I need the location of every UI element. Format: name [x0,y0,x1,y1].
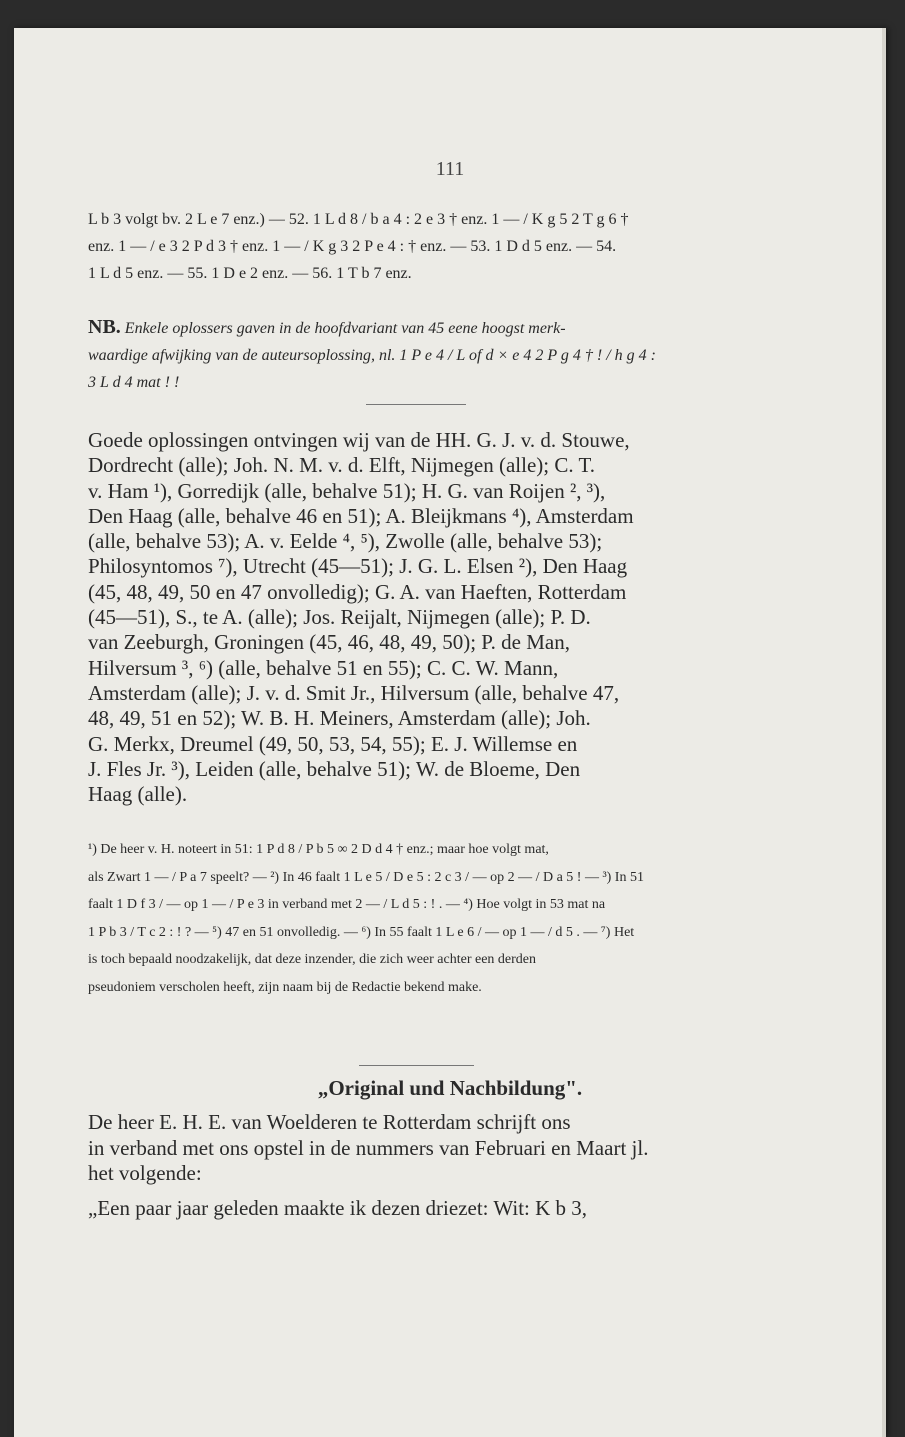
solution-line: 1 L d 5 enz. — 55. 1 D e 2 enz. — 56. 1 T b 7 enz. [88,265,412,282]
solvers-line: Philosyntomos ⁷), Utrecht (45—51); J. G. L. Elsen ²), Den Haag [88,554,628,579]
intro-line: het volgende: [88,1161,202,1185]
footnote-line: is toch bepaald noodzakelijk, dat deze inzender, die zich weer achter een derden [88,952,536,967]
solvers-line: Goede oplossingen ontvingen wij van de HH. G. J. v. d. Stouwe, [88,428,630,452]
divider [366,404,466,405]
solution-line: L b 3 volgt bv. 2 L e 7 enz.) — 52. 1 L d 8 / b a 4 : 2 e 3 † enz. 1 — / K g 5 2 T g 6 † [88,211,629,228]
section-intro [88,1110,758,1221]
nb-label: NB. [88,316,121,338]
solvers-line: (alle, behalve 53); A. v. Eelde ⁴, ⁵), Zwolle (alle, behalve 53); [88,529,603,554]
footnote-line: 1 P b 3 / T c 2 : ! ? — ⁵) 47 en 51 onvolledig. — ⁶) In 55 faalt 1 L e 6 / — op 1 — / d 5 . — ⁷) Het [88,924,635,940]
solvers-line: Haag (alle). [88,782,188,807]
footnote-line: ¹) De heer v. H. noteert in 51: 1 P d 8 / P b 5 ∞ 2 D d 4 † enz.; maar hoe volgt mat, [88,842,549,857]
nb-line: 3 L d 4 mat ! ! [88,374,180,391]
footnote-line: pseudoniem verscholen heeft, zijn naam bij de Redactie bekend make. [88,979,482,995]
intro-line: De heer E. H. E. van Woelderen te Rotterdam schrijft ons [88,1110,571,1134]
solvers-line: G. Merkx, Dreumel (49, 50, 53, 54, 55); E. J. Willemse en [88,731,578,756]
nb-remark [88,314,758,396]
divider [359,1065,474,1066]
solvers-line: van Zeeburgh, Groningen (45, 46, 48, 49, 50); P. de Man, [88,630,570,655]
solvers-line: (45, 48, 49, 50 en 47 onvolledig); G. A. van Haeften, Rotterdam [88,579,627,604]
intro-line: in verband met ons opstel in de nummers van Februari en Maart jl. [88,1135,649,1160]
solution-line: enz. 1 — / e 3 2 P d 3 † enz. 1 — / K g 3 2 P e 4 : † enz. — 53. 1 D d 5 enz. — 54. [88,238,617,255]
solvers-line: v. Ham ¹), Gorredijk (alle, behalve 51); H. G. van Roijen ², ³), [88,478,606,503]
footnotes [88,836,758,1001]
nb-line: waardige afwijking van de auteursoplossing, nl. 1 P e 4 / L of d × e 4 2 P g 4 † ! / h g 4 : [88,347,656,364]
solvers-line: J. Fles Jr. ³), Leiden (alle, behalve 51); W. de Bloeme, Den [88,756,581,781]
solvers-paragraph [88,428,758,807]
solvers-line: Den Haag (alle, behalve 46 en 51); A. Bleijkmans ⁴), Amsterdam [88,503,634,528]
solvers-line: 48, 49, 51 en 52); W. B. H. Meiners, Amsterdam (alle); Joh. [88,706,591,731]
solvers-line: Dordrecht (alle); Joh. N. M. v. d. Elft, Nijmegen (alle); C. T. [88,453,595,478]
section-title: „Original und Nachbildung". [317,1076,583,1100]
book-page [14,28,886,1437]
page-edge [882,28,886,1437]
solvers-line: (45—51), S., te A. (alle); Jos. Reijalt, Nijmegen (alle); P. D. [88,605,591,630]
intro-line: „Een paar jaar geleden maakte ik dezen driezet: Wit: K b 3, [88,1195,588,1220]
solvers-line: Amsterdam (alle); J. v. d. Smit Jr., Hilversum (alle, behalve 47, [88,680,620,705]
solvers-line: Hilversum ³, ⁶) (alle, behalve 51 en 55); C. C. W. Mann, [88,655,559,680]
footnote-line: als Zwart 1 — / P a 7 speelt? — ²) In 46 faalt 1 L e 5 / D e 5 : 2 c 3 / — op 2 — / D a 5 ! — ³) In 51 [88,869,644,885]
nb-line: Enkele oplossers gaven in de hoofdvariant van 45 eene hoogst merk- [124,320,566,337]
solution-continuation [88,206,758,287]
page-number: 111 [435,158,465,180]
footnote-line: faalt 1 D f 3 / — op 1 — / P e 3 in verband met 2 — / L d 5 : ! . — ⁴) Hoe volgt in 53 mat na [88,897,606,912]
